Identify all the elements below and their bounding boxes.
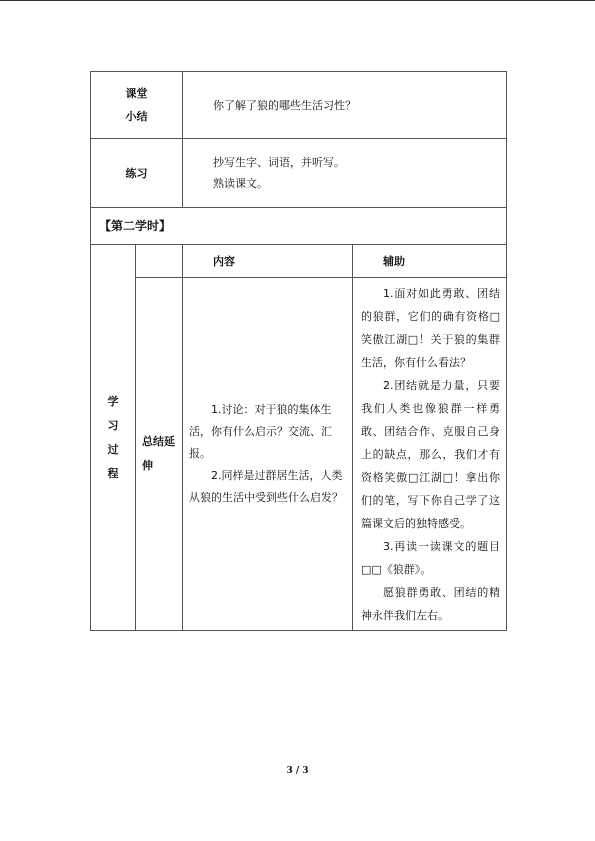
process-label (91, 245, 136, 631)
content-header: 内容 (183, 245, 353, 278)
process-label-char-3: 过 (107, 442, 119, 456)
process-body-row (91, 278, 507, 631)
summary-label (91, 72, 183, 139)
summary-label-line2: 小结 (125, 110, 148, 123)
page-number: 3 / 3 (286, 766, 309, 776)
process-label-char-4: 程 (107, 466, 119, 480)
aux-paragraph-2: 2.团结就是力量，只要我们人类也像狼群一样勇敢、团结合作、克服自己身上的缺点，那么，我们才有资格笑傲□江湖□！拿出你们的笔，写下你自己学了这篇课文后的独特感受。 (361, 379, 500, 530)
summary-text: 你了解了狼的哪些生活习性？ (183, 72, 507, 139)
content-paragraph-2: 2.同样是过群居生活，人类从狼的生活中受到些什么启发？ (189, 469, 343, 504)
practice-label: 练习 (91, 139, 183, 208)
step-label-line1: 总结延 (142, 435, 175, 448)
process-header-empty (136, 245, 183, 278)
aux-paragraph-4: 愿狼群勇敢、团结的精神永伴我们左右。 (361, 586, 500, 622)
page-top-rule (0, 0, 595, 1)
step-label (136, 278, 183, 631)
practice-row (91, 139, 507, 208)
summary-row (91, 72, 507, 139)
practice-line-2: 熟读课文。 (213, 177, 268, 190)
practice-content (183, 139, 507, 208)
lesson-plan-table (90, 71, 507, 631)
summary-label-line1: 课堂 (125, 87, 148, 100)
step-label-line2: 伸 (142, 459, 153, 472)
second-period-row (91, 208, 507, 245)
process-label-char-2: 习 (107, 418, 119, 432)
aux-cell (353, 278, 507, 631)
aux-header: 辅助 (353, 245, 507, 278)
process-label-char-1: 学 (107, 394, 119, 408)
content-paragraph-1: 1.讨论：对于狼的集体生活，你有什么启示？交流、汇报。 (189, 403, 332, 460)
aux-paragraph-3: 3.再读一读课文的题目□□《狼群》。 (361, 540, 500, 576)
content-cell (183, 278, 353, 631)
process-header-row (91, 245, 507, 278)
practice-line-1: 抄写生字、词语，并听写。 (213, 156, 345, 169)
second-period-title: 【第二学时】 (91, 208, 507, 245)
aux-paragraph-1: 1.面对如此勇敢、团结的狼群，它们的确有资格□笑傲江湖□！关于狼的集群生活，你有什么看法？ (361, 287, 500, 369)
